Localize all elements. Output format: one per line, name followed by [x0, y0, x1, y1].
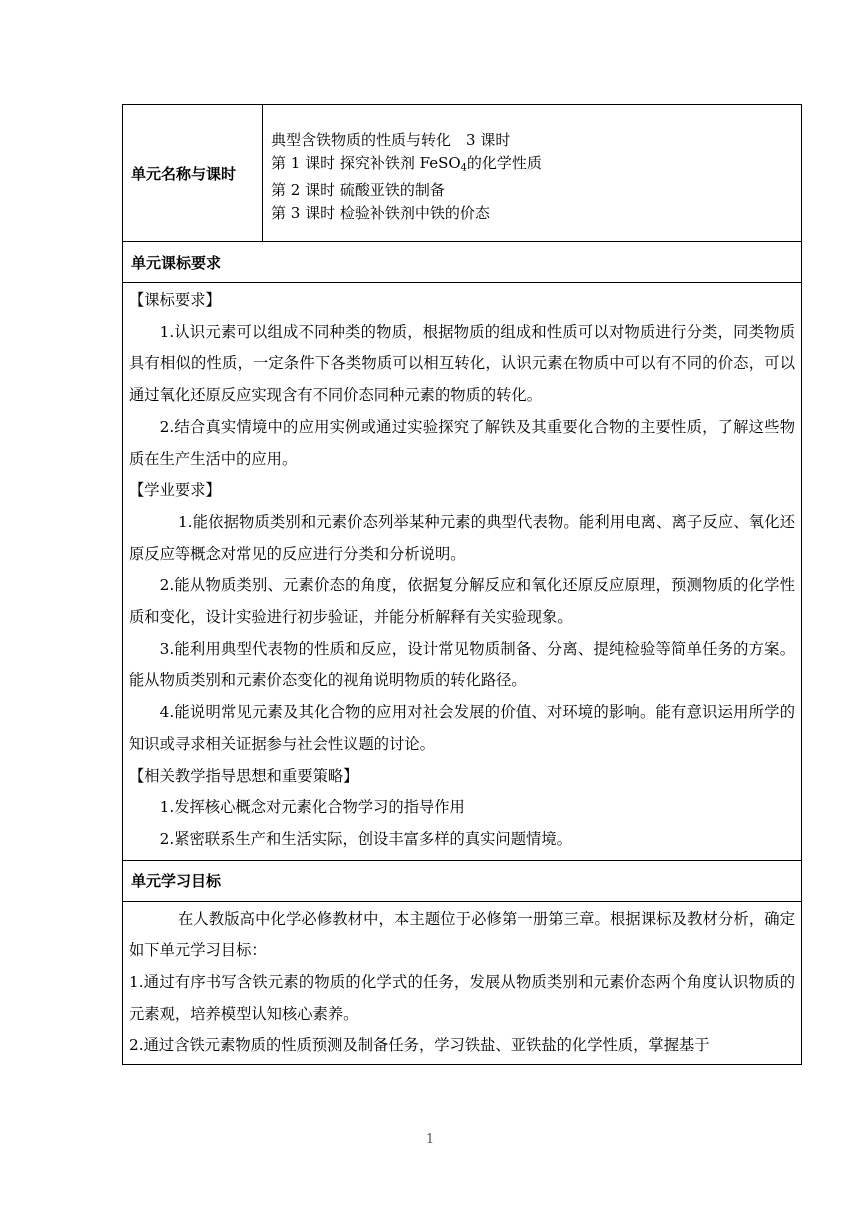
- academic-item-3: 3.能利用典型代表物的性质和反应，设计常见物质制备、分离、提纯检验等简单任务的方案。能从物质类别和元素价态变化的视角说明物质的转化路径。: [129, 639, 795, 690]
- unit-title-line-4: 第 3 课时 检验补铁剂中铁的价态: [271, 204, 490, 223]
- academic-item-2: 2.能从物质类别、元素价态的角度，依据复分解反应和氧化还原反应原理，预测物质的化学性质和变化，设计实验进行初步验证，并能分析解释有关实验现象。: [129, 576, 795, 627]
- page-number: 1: [425, 1132, 435, 1147]
- academic-item-1: 1.能依据物质类别和元素价态列举某种元素的典型代表物。能利用电离、离子反应、氧化还原反应等概念对常见的反应进行分类和分析说明。: [129, 512, 795, 563]
- unit-design-table: [122, 104, 802, 1065]
- unit-title-line-2: [271, 152, 801, 179]
- guidance-label: 【相关教学指导思想和重要策略】: [129, 766, 359, 785]
- standard-item-1: 1.认识元素可以组成不同种类的物质，根据物质的组成和性质可以对物质进行分类，同类物质具有相似的性质，一定条件下各类物质可以相互转化，认识元素在物质中可以有不同的价态，可以通过氧化还原反应实现含有不同价态同种元素的物质的转化。: [129, 322, 795, 405]
- unit-title-line-3: 第 2 课时 硫酸亚铁的制备: [271, 181, 445, 200]
- unit-title-row: [123, 105, 801, 242]
- goal-item-2: 2.通过含铁元素物质的性质预测及制备任务，学习铁盐、亚铁盐的化学性质，掌握基于: [129, 1036, 710, 1055]
- lesson-1-prefix: 第 1 课时 探究补铁剂 FeSO: [271, 154, 461, 172]
- unit-title-line-1: 典型含铁物质的性质与转化 3 课时: [271, 131, 511, 149]
- goals-body: [123, 902, 801, 1065]
- lesson-1-subscript: 4: [460, 162, 467, 174]
- goal-item-1: 1.通过有序书写含铁元素的物质的化学式的任务，发展从物质类别和元素价态两个角度认识物质的元素观，培养模型认知核心素养。: [129, 973, 795, 1023]
- curriculum-body: [123, 283, 801, 861]
- academic-label: 【学业要求】: [129, 481, 221, 500]
- goals-intro: 在人教版高中化学必修教材中，本主题位于必修第一册第三章。根据课标及教材分析，确定如下单元学习目标：: [129, 909, 795, 960]
- goals-heading: 单元学习目标: [123, 861, 801, 902]
- unit-title-label: 单元名称与课时: [123, 105, 263, 241]
- guidance-item-1: 1.发挥核心概念对元素化合物学习的指导作用: [159, 798, 465, 817]
- lesson-1-suffix: 的化学性质: [466, 154, 542, 172]
- standard-item-2: 2.结合真实情境中的应用实例或通过实验探究了解铁及其重要化合物的主要性质，了解这些物质在生产生活中的应用。: [129, 417, 795, 468]
- academic-item-4: 4.能说明常见元素及其化合物的应用对社会发展的价值、对环境的影响。能有意识运用所学的知识或寻求相关证据参与社会性议题的讨论。: [129, 703, 795, 753]
- standards-label: 【课标要求】: [129, 291, 221, 309]
- unit-title-content: [263, 105, 801, 241]
- guidance-item-2: 2.紧密联系生产和生活实际，创设丰富多样的真实问题情境。: [159, 829, 572, 848]
- curriculum-heading: 单元课标要求: [123, 242, 801, 283]
